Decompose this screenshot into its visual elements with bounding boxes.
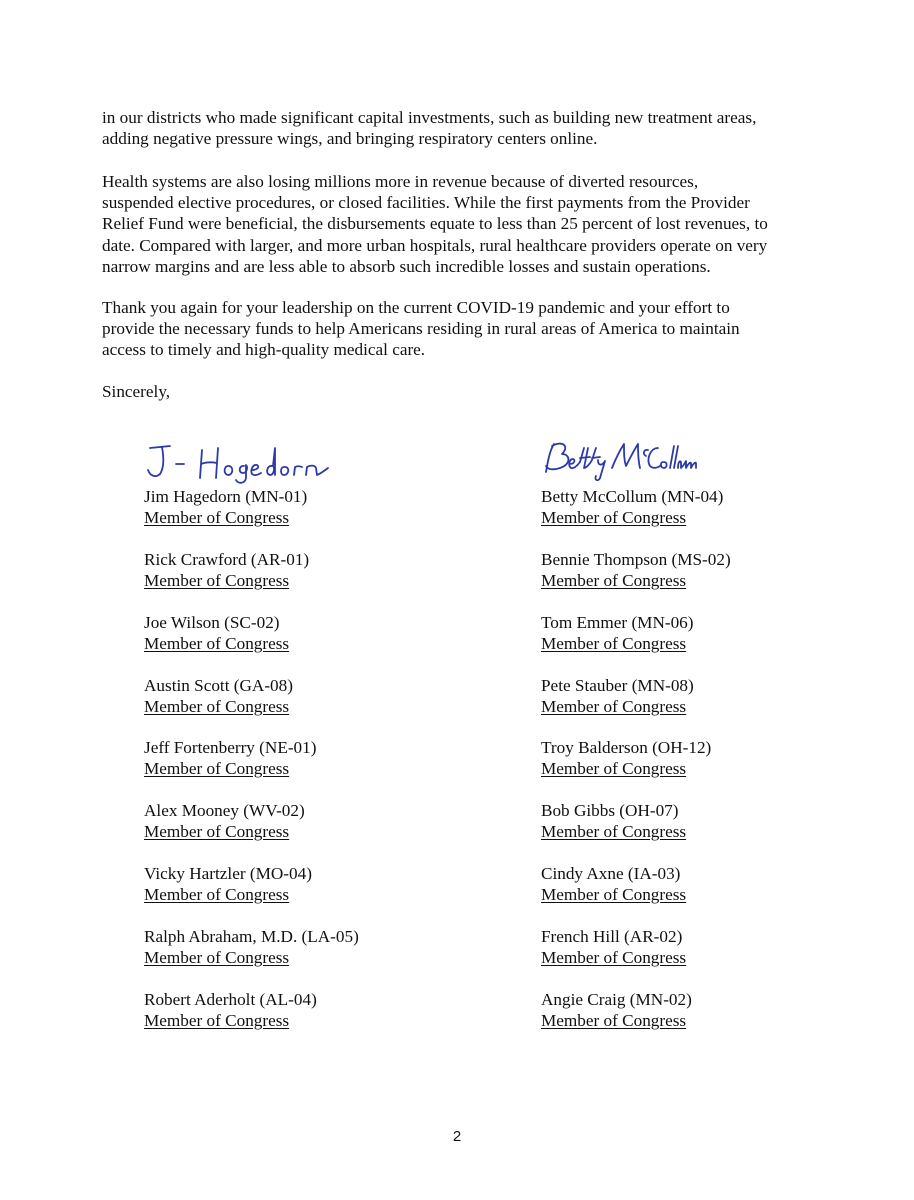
signer-title: Member of Congress [144,759,290,779]
signer-title: Member of Congress [144,571,290,591]
signer-block-left-1 [144,486,307,528]
paragraph-line: provide the necessary funds to help Americans residing in rural areas of America to maintain [102,319,740,339]
signer-title: Member of Congress [541,697,687,717]
signer-block-right-2 [541,549,731,591]
signer-name: Austin Scott (GA-08) [144,676,293,695]
signer-block-right-7 [541,863,686,905]
signer-name: Alex Mooney (WV-02) [144,801,305,820]
paragraph-line: narrow margins and are less able to absorb such incredible losses and sustain operations. [102,256,711,276]
signer-name: Tom Emmer (MN-06) [541,613,694,632]
signer-block-left-8 [144,926,359,968]
mccollum-signature [540,436,700,482]
signer-name: Bob Gibbs (OH-07) [541,801,679,820]
signer-title: Member of Congress [144,697,290,717]
paragraph-line: access to timely and high-quality medical care. [102,340,426,360]
signer-title: Member of Congress [144,634,290,654]
body-paragraph-2 [102,171,822,277]
signer-block-right-3 [541,612,694,654]
signer-title: Member of Congress [541,508,687,528]
signer-title: Member of Congress [541,759,687,779]
signer-title: Member of Congress [541,634,687,654]
signer-block-right-6 [541,800,686,842]
signer-name: Jeff Fortenberry (NE-01) [144,738,317,757]
signer-block-left-2 [144,549,309,591]
signer-name: Robert Aderholt (AL-04) [144,990,317,1009]
signer-title: Member of Congress [144,1011,290,1031]
signer-title: Member of Congress [541,948,687,968]
signer-title: Member of Congress [144,885,290,905]
signer-block-right-9 [541,989,692,1031]
paragraph-line: adding negative pressure wings, and bringing respiratory centers online. [102,129,598,149]
signer-name: Jim Hagedorn (MN-01) [144,487,308,506]
signer-block-left-6 [144,800,305,842]
signer-name: Pete Stauber (MN-08) [541,676,694,695]
signer-name: Troy Balderson (OH-12) [541,738,712,757]
signer-name: Cindy Axne (IA-03) [541,864,681,883]
signer-block-right-4 [541,675,694,717]
signer-name: Joe Wilson (SC-02) [144,613,280,632]
signer-title: Member of Congress [541,885,687,905]
signer-title: Member of Congress [541,571,687,591]
signer-block-left-3 [144,612,289,654]
paragraph-line: suspended elective procedures, or closed facilities. While the first payments from the Provider [102,193,750,213]
signer-name: French Hill (AR-02) [541,927,683,946]
signer-block-left-7 [144,863,312,905]
paragraph-line: Thank you again for your leadership on the current COVID-19 pandemic and your effort to [102,298,730,317]
signer-name: Betty McCollum (MN-04) [541,487,724,506]
page-number: 2 [452,1128,462,1145]
signer-name: Bennie Thompson (MS-02) [541,550,731,569]
signer-name: Rick Crawford (AR-01) [144,550,310,569]
signer-title: Member of Congress [144,948,290,968]
paragraph-line: date. Compared with larger, and more urban hospitals, rural healthcare providers operate on very [102,235,768,255]
signer-name: Ralph Abraham, M.D. (LA-05) [144,927,359,946]
body-paragraph-1 [102,107,822,149]
hagedorn-signature [144,440,334,486]
signer-block-left-5 [144,737,316,779]
signer-block-right-8 [541,926,686,968]
paragraph-line: Relief Fund were beneficial, the disbursements equate to less than 25 percent of lost revenues, to [102,214,768,234]
signer-name: Angie Craig (MN-02) [541,990,692,1009]
signer-name: Vicky Hartzler (MO-04) [144,864,312,883]
signer-block-right-5 [541,737,711,779]
signer-title: Member of Congress [541,1011,687,1031]
signer-title: Member of Congress [144,508,290,528]
closing-salutation: Sincerely, [102,382,171,401]
body-paragraph-3 [102,297,822,361]
paragraph-line: in our districts who made significant capital investments, such as building new treatment areas, [102,108,757,127]
signer-title: Member of Congress [144,822,290,842]
signer-block-left-9 [144,989,317,1031]
signer-title: Member of Congress [541,822,687,842]
signer-block-left-4 [144,675,293,717]
paragraph-line: Health systems are also losing millions more in revenue because of diverted resources, [102,172,699,191]
signer-block-right-1 [541,486,723,528]
